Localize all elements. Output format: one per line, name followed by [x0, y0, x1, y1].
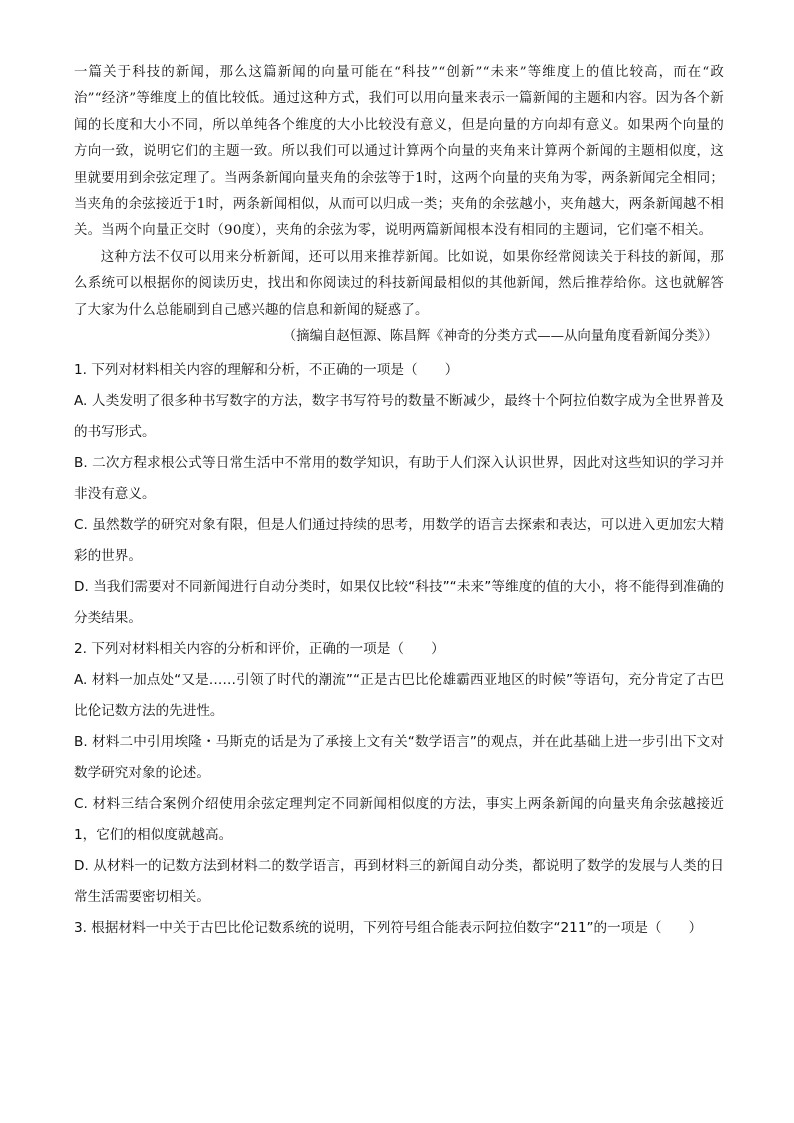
question-list [74, 355, 724, 944]
question-stem: 2. 下列对材料相关内容的分析和评价，正确的一项是（ ） [74, 641, 445, 658]
option-d: D. 当我们需要对不同新闻进行自动分类时，如果仅比较“科技”“未来”等维度的值的大小，将不能得到准确的分类结果。 [74, 579, 724, 627]
option-a: A. 材料一加点处“又是……引领了时代的潮流”“正是古巴比伦雄霸西亚地区的时候”等语句，充分肯定了古巴比伦记数方法的先进性。 [74, 672, 724, 720]
option-c: C. 材料三结合案例介绍使用余弦定理判定不同新闻相似度的方法，事实上两条新闻的向量夹角余弦越接近1，它们的相似度就越高。 [74, 796, 724, 844]
question-2 [74, 634, 724, 913]
question-1 [74, 355, 724, 634]
option-b: B. 二次方程求根公式等日常生活中不常用的数学知识，有助于人们深入认识世界，因此对这些知识的学习并非没有意义。 [74, 455, 724, 503]
source-citation: （摘编自赵恒源、陈昌辉《神奇的分类方式——从向量角度看新闻分类》） [282, 329, 718, 345]
question-stem: 3. 根据材料一中关于古巴比伦记数系统的说明，下列符号组合能表示阿拉伯数字“211”的一项是（ ） [74, 920, 703, 937]
question-stem: 1. 下列对材料相关内容的理解和分析，不正确的一项是（ ） [74, 362, 459, 379]
document-page [74, 60, 724, 944]
passage-paragraph: 一篇关于科技的新闻，那么这篇新闻的向量可能在“科技”“创新”“未来”等维度上的值比较高，而在“政治”“经济”等维度上的值比较低。通过这种方式，我们可以用向量来表示一篇新闻的主题和内容。因为各个新闻的长度和大小不同，所以单纯各个维度的大小比较没有意义，但是向量的方向却有意义。如果两个向量的方向一致，说明它们的主题一致。所以我们可以通过计算两个向量的夹角来计算两个新闻的主题相似度，这里就要用到余弦定理了。当两条新闻向量夹角的余弦等于1时，这两个向量的夹角为零，两条新闻完全相同；当夹角的余弦接近于1时，两条新闻相似，从而可以归成一类；夹角的余弦越小，夹角越大，两条新闻越不相关。当两个向量正交时（90度），夹角的余弦为零，说明两篇新闻根本没有相同的主题词，它们毫不相关。 [74, 65, 724, 239]
option-b: B. 材料二中引用埃隆・马斯克的话是为了承接上文有关“数学语言”的观点，并在此基础上进一步引出下文对数学研究对象的论述。 [74, 734, 724, 782]
option-a: A. 人类发明了很多种书写数字的方法，数字书写符号的数量不断减少，最终十个阿拉伯数字成为全世界普及的书写形式。 [74, 393, 724, 441]
option-d: D. 从材料一的记数方法到材料二的数学语言，再到材料三的新闻自动分类，都说明了数学的发展与人类的日常生活需要密切相关。 [74, 858, 724, 906]
passage-paragraph: 这种方法不仅可以用来分析新闻，还可以用来推荐新闻。比如说，如果你经常阅读关于科技的新闻，那么系统可以根据你的阅读历史，找出和你阅读过的科技新闻最相似的其他新闻，然后推荐给你。这也就解答了大家为什么总能刷到自己感兴趣的信息和新闻的疑惑了。 [74, 249, 724, 318]
option-c: C. 虽然数学的研究对象有限，但是人们通过持续的思考，用数学的语言去探索和表达，可以进入更加宏大精彩的世界。 [74, 517, 724, 565]
question-3 [74, 913, 724, 944]
